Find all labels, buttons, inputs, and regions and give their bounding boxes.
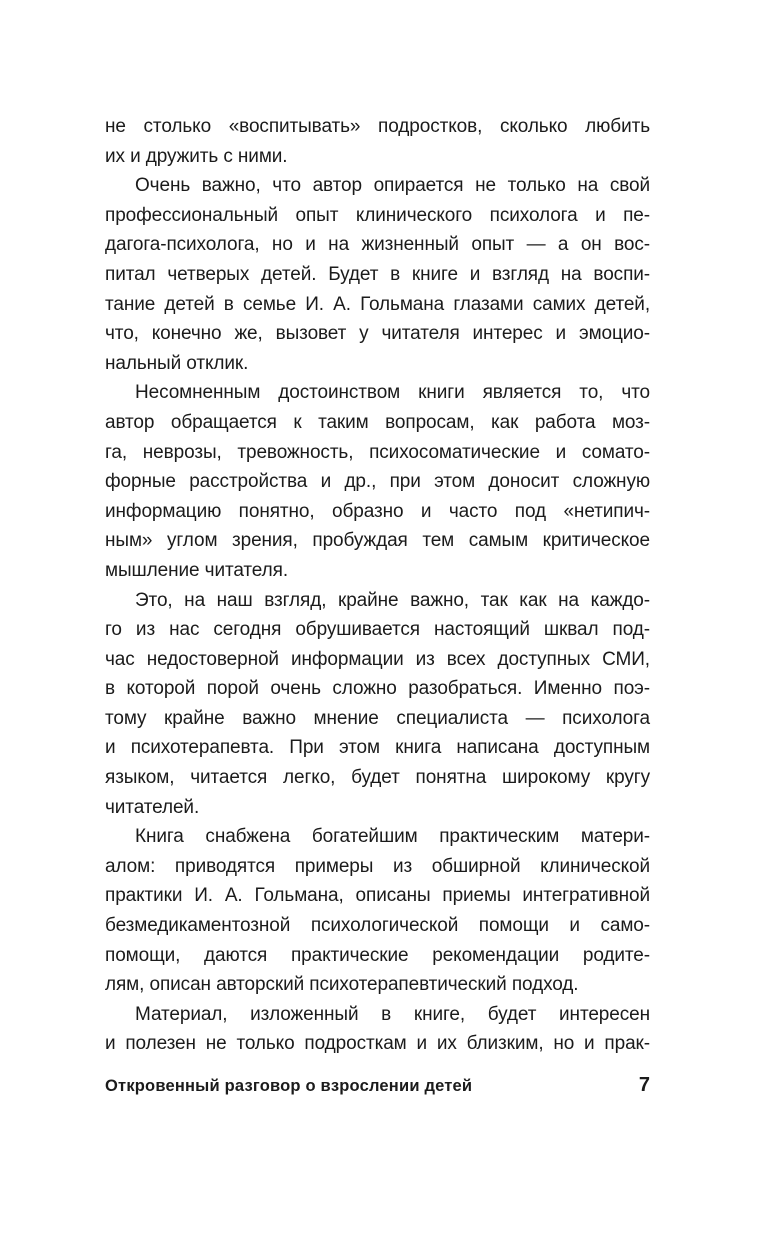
text-line: что, конечно же, вызовет у читателя интерес и эмоцио- xyxy=(105,323,650,345)
text-line: алом: приводятся примеры из обширной клинической xyxy=(105,855,650,877)
text-line: ным» углом зрения, пробуждая тем самым критическое xyxy=(105,530,650,552)
text-line: дагога-психолога, но и на жизненный опыт — а он вос- xyxy=(105,234,650,256)
text-line: Материал, изложенный в книге, будет интересен xyxy=(135,1003,650,1025)
text-line: информацию понятно, образно и часто под «нетипич- xyxy=(105,500,650,522)
text-line: Несомненным достоинством книги является то, что xyxy=(135,382,650,404)
text-line: читателей. xyxy=(105,796,200,818)
page-number: 7 xyxy=(638,1074,650,1096)
text-line: го из нас сегодня обрушивается настоящий шквал под- xyxy=(105,619,650,641)
page-footer xyxy=(105,1074,650,1097)
text-line: и психотерапевта. При этом книга написана доступным xyxy=(105,737,650,759)
text-line: безмедикаментозной психологической помощи и само- xyxy=(105,915,650,937)
text-line: лям, описан авторский психотерапевтический подход. xyxy=(105,974,579,996)
text-block xyxy=(105,112,650,1059)
text-line: языком, читается легко, будет понятна широкому кругу xyxy=(105,767,650,789)
text-line: питал четверых детей. Будет в книге и взгляд на воспи- xyxy=(105,263,650,285)
text-line: Книга снабжена богатейшим практическим матери- xyxy=(135,826,650,848)
text-line: Очень важно, что автор опирается не только на свой xyxy=(135,175,650,197)
text-line: нальный отклик. xyxy=(105,352,249,374)
text-line: не столько «воспитывать» подростков, сколько любить xyxy=(105,116,650,137)
text-line: мышление читателя. xyxy=(105,559,288,581)
text-line: и полезен не только подросткам и их близким, но и прак- xyxy=(105,1033,650,1055)
text-line: их и дружить с ними. xyxy=(105,145,288,167)
text-line: в которой порой очень сложно разобраться. Именно поэ- xyxy=(105,678,650,700)
text-line: тание детей в семье И. А. Гольмана глазами самих детей, xyxy=(105,293,650,315)
text-line: тому крайне важно мнение специалиста — психолога xyxy=(105,707,650,729)
text-line: Это, на наш взгляд, крайне важно, так как на каждо- xyxy=(135,589,650,611)
text-line: профессиональный опыт клинического психолога и пе- xyxy=(105,204,650,226)
text-line: практики И. А. Гольмана, описаны приемы интегративной xyxy=(105,885,650,907)
text-line: форные расстройства и др., при этом доносит сложную xyxy=(105,471,650,493)
running-title: Откровенный разговор о взрослении детей xyxy=(105,1077,473,1095)
text-line: га, неврозы, тревожность, психосоматические и сомато- xyxy=(105,441,650,463)
text-line: автор обращается к таким вопросам, как работа моз- xyxy=(105,411,650,433)
text-line: помощи, даются практические рекомендации родите- xyxy=(105,944,650,966)
text-line: час недостоверной информации из всех доступных СМИ, xyxy=(105,648,650,670)
